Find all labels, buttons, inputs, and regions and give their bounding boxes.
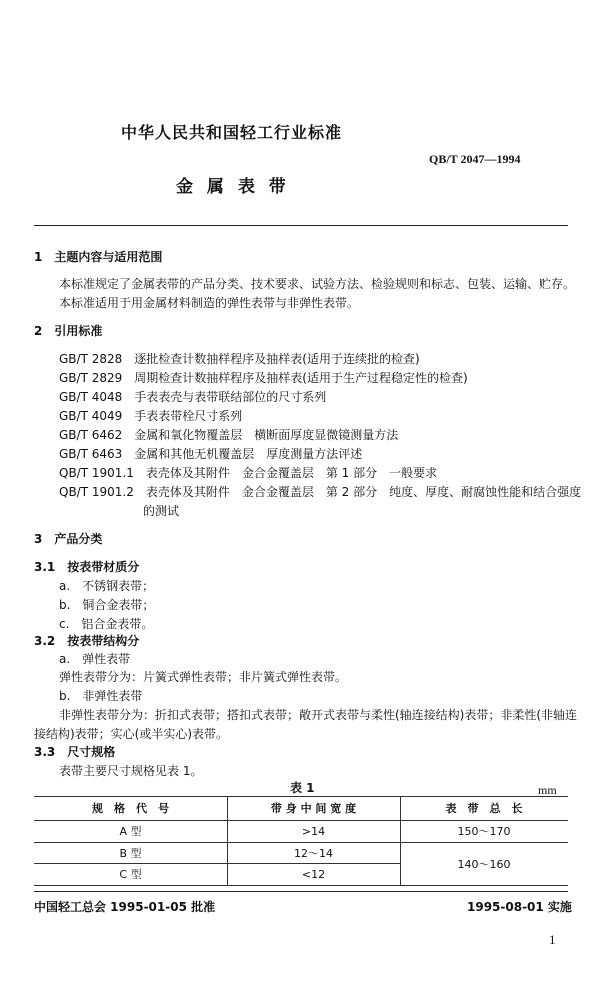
section-1-paragraph-2: 本标准适用于用金属材料制造的弹性表带与非弹性表带。 [59,296,360,310]
standard-code: QB/T 2047—1994 [429,152,521,166]
reference-item: GB/T 4049 手表表带栓尺寸系列 [59,409,243,423]
reference-item: GB/T 4048 手表表壳与表带联结部位的尺寸系列 [59,390,327,404]
material-item: c. 铝合金表带。 [59,617,154,631]
reference-item: GB/T 2829 周期检查计数抽样程序及抽样表(适用于生产过程稳定性的检查) [59,371,468,385]
header-length: 表 带 总 长 [445,802,523,815]
page-number: 1 [549,932,556,947]
footer-rule [34,891,568,892]
section-3-heading: 3 产品分类 [34,532,103,546]
reference-item-continuation: 的测试 [143,504,180,518]
non-elastic-band-text: 非弹性表带分为：折扣式表带；搭扣式表带；敞开式表带与柔性(轴连接结构)表带；非柔性(非轴连 [59,708,578,722]
cell-width: 12～14 [294,846,333,860]
cell-length: 150～170 [457,825,511,838]
section-2-heading: 2 引用标准 [34,324,103,338]
table-row [34,820,568,842]
reference-item: GB/T 6463 金属和其他无机覆盖层 厚度测量方法评述 [59,447,363,461]
section-1-heading: 1 主题内容与适用范围 [34,250,163,264]
section-3-2-heading: 3.2 按表带结构分 [34,634,140,648]
cell-width: <12 [301,867,326,881]
reference-item: GB/T 6462 金属和氧化物覆盖层 横断面厚度显微镜测量方法 [59,428,399,442]
section-3-1-heading: 3.1 按表带材质分 [34,560,140,574]
effective-date: 1995-08-01 实施 [467,900,572,914]
material-item: a. 不锈钢表带； [59,579,155,593]
elastic-band-label: a. 弹性表带 [59,652,131,666]
size-table [34,796,568,886]
non-elastic-band-label: b. 非弹性表带 [59,689,143,703]
material-item: b. 铜合金表带； [59,598,155,612]
section-1-paragraph-1: 本标准规定了金属表带的产品分类、技术要求、试验方法、检验规则和标志、包装、运输、贮存。 [59,277,576,291]
cell-code: A 型 [119,825,142,838]
table-bottom-border [34,885,568,886]
cell-length: 140～160 [457,857,511,871]
table-caption: 表 1 [290,781,315,795]
cell-code: C 型 [119,868,142,881]
reference-item: GB/T 2828 逐批检查计数抽样程序及抽样表(适用于连续批的检查) [59,352,420,366]
document-title: 金 属 表 带 [176,177,290,197]
approval-line: 中国轻工总会 1995-01-05 批准 [34,900,216,914]
header-code: 规 格 代 号 [92,802,169,815]
table-unit: mm [538,783,557,797]
non-elastic-band-text-continued: 接结构)表带；实心(或半实心)表带。 [34,727,229,741]
industry-standard-title: 中华人民共和国轻工行业标准 [121,123,343,142]
table-row [34,863,568,885]
header-rule [34,225,568,226]
section-3-3-text: 表带主要尺寸规格见表 1。 [59,764,203,778]
reference-item: QB/T 1901.2 表壳体及其附件 金合金覆盖层 第 2 部分 纯度、厚度、耐腐蚀性能和结合强度 [59,485,582,499]
elastic-band-text: 弹性表带分为：片簧式弹性表带；非片簧式弹性表带。 [59,670,348,684]
table-header-row [34,796,568,820]
cell-code: B 型 [119,846,142,860]
reference-item: QB/T 1901.1 表壳体及其附件 金合金覆盖层 第 1 部分 一般要求 [59,466,438,480]
cell-width: >14 [301,824,326,838]
header-width: 带 身 中 间 宽 度 [270,802,357,815]
section-3-3-heading: 3.3 尺寸规格 [34,745,116,759]
